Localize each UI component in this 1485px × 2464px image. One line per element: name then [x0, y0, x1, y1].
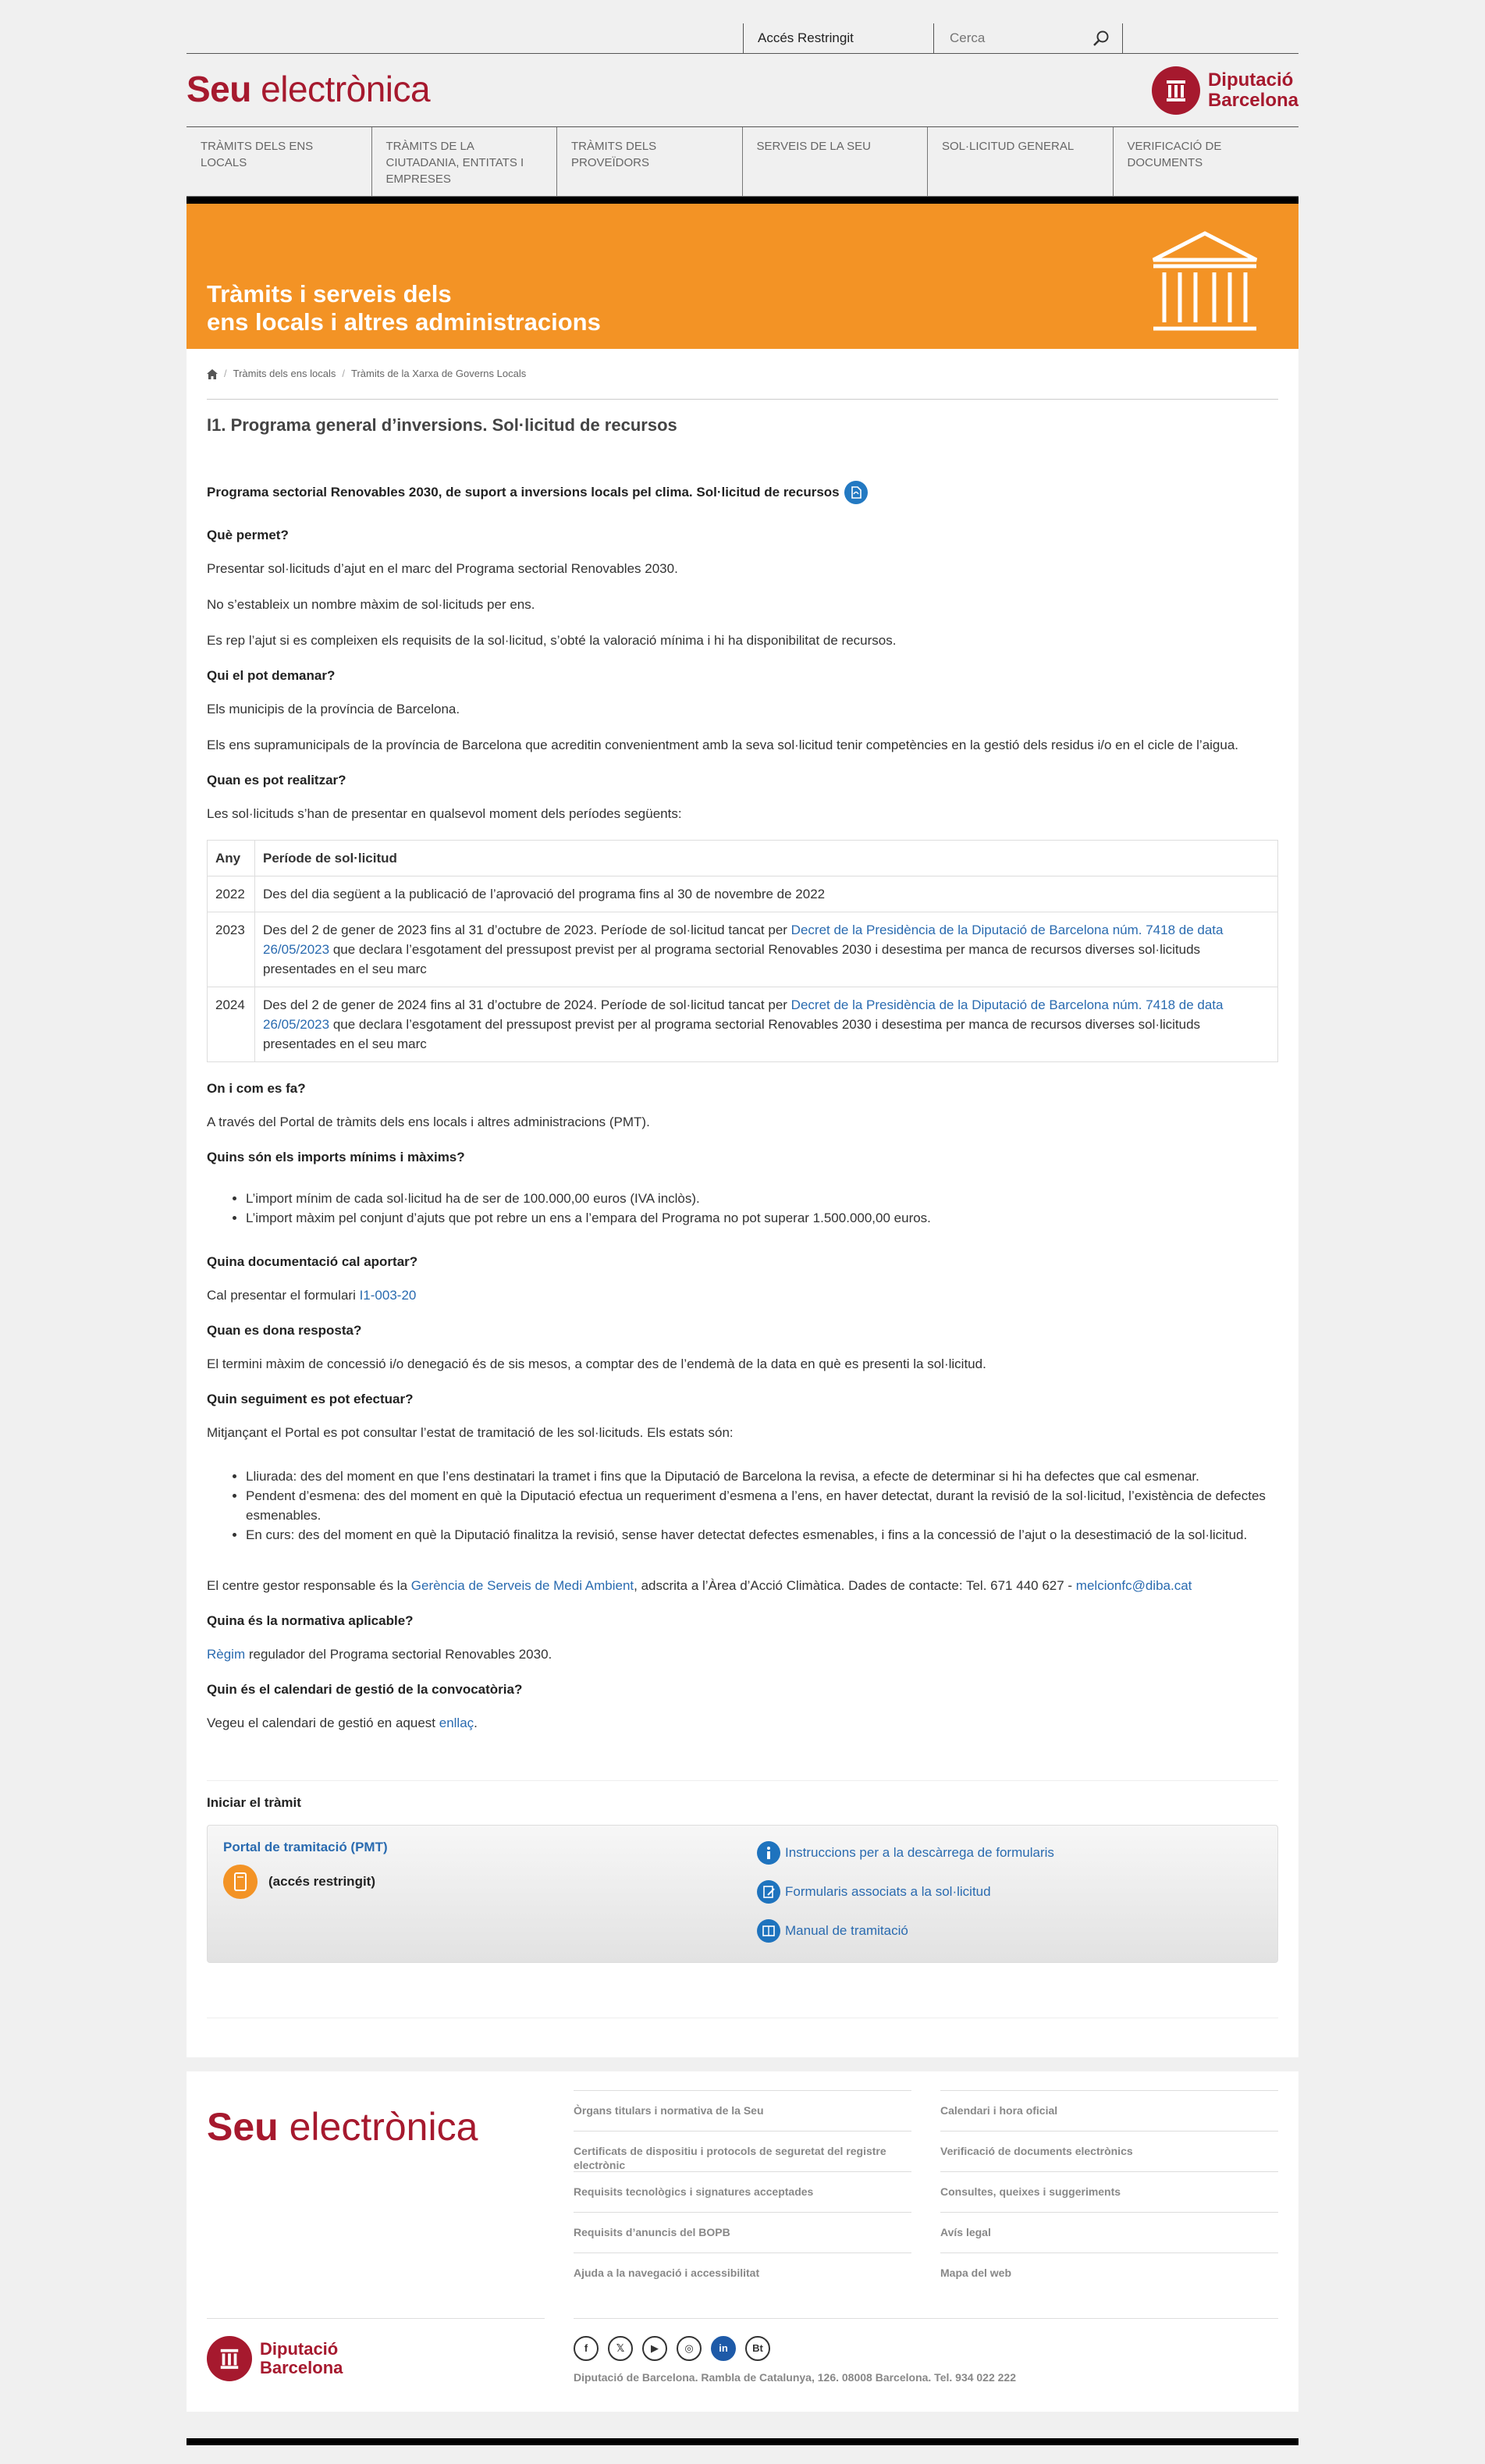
- paragraph: El centre gestor responsable és la Gerència de Serveis de Medi Ambient, adscrita a l’Àrea d’Acció Climàtica. Dades de contacte: Tel. 671 440 627 - melcionfc@diba.cat: [207, 1578, 1192, 1593]
- paragraph: A través del Portal de tràmits dels ens locals i altres administracions (PMT).: [207, 1115, 650, 1129]
- linkedin-icon[interactable]: in: [711, 2336, 736, 2361]
- x-twitter-icon[interactable]: 𝕏: [608, 2336, 633, 2361]
- footer-link-consultes[interactable]: Consultes, queixes i suggeriments: [940, 2171, 1278, 2212]
- document-orange-icon: [223, 1865, 258, 1899]
- table-row: [208, 987, 1278, 1062]
- table-cell-period: Des del dia següent a la publicació de l’aprovació del programa fins al 30 de novembre de 2022: [255, 876, 1278, 912]
- paragraph: Les sol·licituds s’han de presentar en qualsevol moment dels períodes següents:: [207, 806, 682, 821]
- section-heading-quan: Quan es pot realitzar?: [207, 773, 346, 788]
- table-cell-year: 2023: [208, 912, 255, 987]
- page-title: I1. Programa general d’inversions. Sol·licitud de recursos: [207, 415, 677, 435]
- section-heading-doc: Quina documentació cal aportar?: [207, 1254, 418, 1269]
- regim-link[interactable]: Règim: [207, 1647, 246, 1662]
- diputacio-name-line2: Barcelona: [1207, 90, 1298, 111]
- pdf-document-icon[interactable]: [844, 481, 868, 504]
- page-bottom-bar: [187, 2438, 1298, 2445]
- divider: [207, 1780, 1278, 1781]
- footer-column-2: [940, 2090, 1278, 2293]
- section-heading-imports: Quins són els imports mínims i màxims?: [207, 1150, 465, 1164]
- youtube-icon[interactable]: ▶: [642, 2336, 667, 2361]
- start-links: [757, 1833, 1054, 1950]
- search-box: [933, 23, 1123, 53]
- institution-building-icon: [1150, 229, 1259, 338]
- section-heading-resposta: Quan es dona resposta?: [207, 1323, 362, 1338]
- forms-link[interactable]: Formularis associats a la sol·licitud: [757, 1872, 1054, 1911]
- table-cell-period: Des del 2 de gener de 2024 fins al 31 d’octubre de 2024. Període de sol·licitud tancat per Decret de la Presidència de la Diputació de Barcelona núm. 7418 de data 26/05/2023 que declara l’esgotament del pressupost previst per al programa sectorial Renovables 2030 i desestima per manca de recursos diverses sol·licituds presentades en el seu marc: [255, 987, 1278, 1062]
- section-heading-calendari: Quin és el calendari de gestió de la convocatòria?: [207, 1682, 523, 1697]
- instructions-link[interactable]: Instruccions per a la descàrrega de formularis: [757, 1833, 1054, 1872]
- portal-tramitacio-link[interactable]: Portal de tramitació (PMT): [223, 1840, 388, 1854]
- form-link[interactable]: I1-003-20: [359, 1288, 417, 1303]
- table-header-year: Any: [208, 841, 255, 876]
- footer-link-calendari[interactable]: Calendari i hora oficial: [940, 2090, 1278, 2131]
- gerencia-link[interactable]: Gerència de Serveis de Medi Ambient: [410, 1578, 634, 1593]
- paragraph: El termini màxim de concessió i/o denegació és de sis mesos, a comptar des de l’endemà de la data en què es presenti la sol·licitud.: [207, 1356, 986, 1371]
- list-item: • Pendent d’esmena: des del moment en què la Diputació efectua un requeriment d’esmena a l’ens, en haver detectat, durant la revisió de la sol·licitud, l’existència de defectes esmenables.: [246, 1486, 1278, 1525]
- nav-item-ciutadania[interactable]: TRÀMITS DE LA CIUTADANIA, ENTITATS I EMPRESES: [372, 127, 558, 196]
- footer-link-certificats[interactable]: Certificats de dispositiu i protocols de seguretat del registre electrònic: [574, 2131, 911, 2171]
- diputacio-logo[interactable]: [1152, 66, 1298, 115]
- footer-link-avis-legal[interactable]: Avís legal: [940, 2212, 1278, 2252]
- section-heading-qui: Qui el pot demanar?: [207, 668, 336, 683]
- paragraph: Règim regulador del Programa sectorial Renovables 2030.: [207, 1647, 552, 1662]
- imports-list: [207, 1189, 1278, 1228]
- bluesky-icon[interactable]: Bt: [745, 2336, 770, 2361]
- info-icon: [757, 1841, 780, 1865]
- table-header-period: Període de sol·licitud: [255, 841, 1278, 876]
- restricted-access-button[interactable]: (accés restringit): [223, 1865, 375, 1899]
- paragraph: Mitjançant el Portal es pot consultar l’estat de tramitació de les sol·licituds. Els estats són:: [207, 1425, 734, 1440]
- nav-divider: [187, 197, 1298, 204]
- table-row: [208, 912, 1278, 987]
- paragraph: No s’estableix un nombre màxim de sol·licituds per ens.: [207, 597, 535, 612]
- home-icon[interactable]: [207, 369, 218, 379]
- decret-link[interactable]: Decret de la Presidència de la Diputació de Barcelona núm. 7418 de data 26/05/2023: [263, 923, 1224, 957]
- periods-table: [207, 840, 1278, 1062]
- breadcrumb-item-xarxa[interactable]: Tràmits de la Xarxa de Governs Locals: [350, 368, 527, 379]
- footer-link-requisits-tecnologics[interactable]: Requisits tecnològics i signatures acceptades: [574, 2171, 911, 2212]
- diputacio-emblem-icon: [1152, 66, 1200, 115]
- start-procedure-box: [207, 1825, 1278, 1963]
- section-banner: [187, 204, 1298, 349]
- footer-link-ajuda[interactable]: Ajuda a la navegació i accessibilitat: [574, 2252, 911, 2293]
- diputacio-emblem-icon: [207, 2336, 252, 2381]
- footer-address: Diputació de Barcelona. Rambla de Catalunya, 126. 08008 Barcelona. Tel. 934 022 222: [574, 2371, 1017, 2384]
- breadcrumb: / Tràmits dels ens locals / Tràmits de la Xarxa de Governs Locals: [207, 349, 1278, 400]
- main-nav: [187, 127, 1298, 197]
- diputacio-name-line1: Diputació: [1207, 69, 1294, 91]
- section-heading-normativa: Quina és la normativa aplicable?: [207, 1613, 414, 1628]
- main-content: [187, 349, 1298, 2057]
- footer-link-organs[interactable]: Òrgans titulars i normativa de la Seu: [574, 2090, 911, 2131]
- nav-item-sollicitud-general[interactable]: SOL·LICITUD GENERAL: [928, 127, 1114, 196]
- nav-item-ens-locals[interactable]: TRÀMITS DELS ENS LOCALS: [187, 127, 372, 196]
- table-cell-year: 2022: [208, 876, 255, 912]
- site-footer: [187, 2071, 1298, 2412]
- paragraph: Cal presentar el formulari I1-003-20: [207, 1288, 417, 1303]
- site-header: [187, 54, 1298, 127]
- search-icon[interactable]: [1092, 30, 1110, 47]
- paragraph: Vegeu el calendari de gestió en aquest enllaç.: [207, 1716, 478, 1730]
- top-utility-bar: [187, 0, 1298, 54]
- decret-link[interactable]: Decret de la Presidència de la Diputació de Barcelona núm. 7418 de data 26/05/2023: [263, 997, 1224, 1032]
- manual-link[interactable]: Manual de tramitació: [757, 1911, 1054, 1950]
- paragraph: Presentar sol·licituds d’ajut en el marc del Programa sectorial Renovables 2030.: [207, 561, 678, 576]
- email-link[interactable]: melcionfc@diba.cat: [1075, 1578, 1192, 1593]
- estats-list: [207, 1467, 1278, 1545]
- section-heading-seguiment: Quin seguiment es pot efectuar?: [207, 1392, 414, 1406]
- footer-link-mapa-web[interactable]: Mapa del web: [940, 2252, 1278, 2293]
- section-heading-on: On i com es fa?: [207, 1081, 306, 1096]
- social-links: [574, 2318, 1278, 2361]
- paragraph: Es rep l’ajut si es compleixen els requisits de la sol·licitud, s’obté la valoració mínima i hi ha disponibilitat de recursos.: [207, 633, 897, 648]
- banner-title: Tràmits i serveis dels ens locals i altres administracions: [207, 280, 601, 336]
- table-cell-period: Des del 2 de gener de 2023 fins al 31 d’octubre de 2023. Període de sol·licitud tancat per Decret de la Presidència de la Diputació de Barcelona núm. 7418 de data 26/05/2023 que declara l’esgotament del pressupost previst per al programa sectorial Renovables 2030 i desestima per manca de recursos diverses sol·licituds presentades en el seu marc: [255, 912, 1278, 987]
- nav-item-verificacio[interactable]: VERIFICACIÓ DE DOCUMENTS: [1127, 140, 1222, 169]
- table-row: [208, 876, 1278, 912]
- list-item: • Lliurada: des del moment en que l’ens destinatari la tramet i fins que la Diputació de Barcelona la revisa, a efecte de determinar si hi ha defectes que cal esmenar.: [246, 1467, 1278, 1486]
- nav-item-proveidors[interactable]: TRÀMITS DELS PROVEÏDORS: [557, 127, 743, 196]
- list-item: • L’import màxim pel conjunt d’ajuts que pot rebre un ens a l’empara del Programa no pot superar 1.500.000,00 euros.: [246, 1208, 1278, 1228]
- paragraph: Els ens supramunicipals de la província de Barcelona que acreditin convenientment amb la seva sol·licitud tenir competències en la gestió dels residus i/o en el cicle de l’aigua.: [207, 738, 1239, 752]
- paragraph: Els municipis de la província de Barcelona.: [207, 702, 460, 716]
- breadcrumb-item-ens-locals[interactable]: Tràmits dels ens locals: [233, 368, 336, 379]
- program-subtitle: Programa sectorial Renovables 2030, de suport a inversions locals pel clima. Sol·licitud de recursos: [207, 481, 1278, 504]
- table-cell-year: 2024: [208, 987, 255, 1062]
- footer-seu-logo[interactable]: Seu electrònica: [207, 2105, 478, 2149]
- form-edit-icon: [757, 1880, 780, 1904]
- list-item: • En curs: des del moment en què la Diputació finalitza la revisió, sense haver detectat defectes esmenables, i fins a la concessió de l’ajut o la desestimació de la sol·licitud.: [246, 1525, 1278, 1545]
- start-procedure-title: Iniciar el tràmit: [207, 1795, 301, 1810]
- footer-diputacio-logo[interactable]: Diputació Barcelona: [207, 2318, 545, 2381]
- footer-link-requisits-bopb[interactable]: Requisits d’anuncis del BOPB: [574, 2212, 911, 2252]
- facebook-icon[interactable]: f: [574, 2336, 599, 2361]
- restricted-access-link[interactable]: Accés Restringit: [743, 23, 933, 53]
- calendar-link[interactable]: enllaç: [439, 1716, 474, 1730]
- footer-link-verificacio[interactable]: Verificació de documents electrònics: [940, 2131, 1278, 2171]
- search-input[interactable]: [948, 30, 1084, 47]
- list-item: • L’import mínim de cada sol·licitud ha de ser de 100.000,00 euros (IVA inclòs).: [246, 1189, 1278, 1208]
- section-heading-permet: Què permet?: [207, 528, 289, 542]
- nav-item-serveis-seu[interactable]: SERVEIS DE LA SEU: [743, 127, 929, 196]
- seu-electronica-logo[interactable]: Seu electrònica: [187, 69, 431, 109]
- footer-column-1: [574, 2090, 911, 2293]
- manual-book-icon: [757, 1919, 780, 1943]
- instagram-icon[interactable]: ◎: [677, 2336, 702, 2361]
